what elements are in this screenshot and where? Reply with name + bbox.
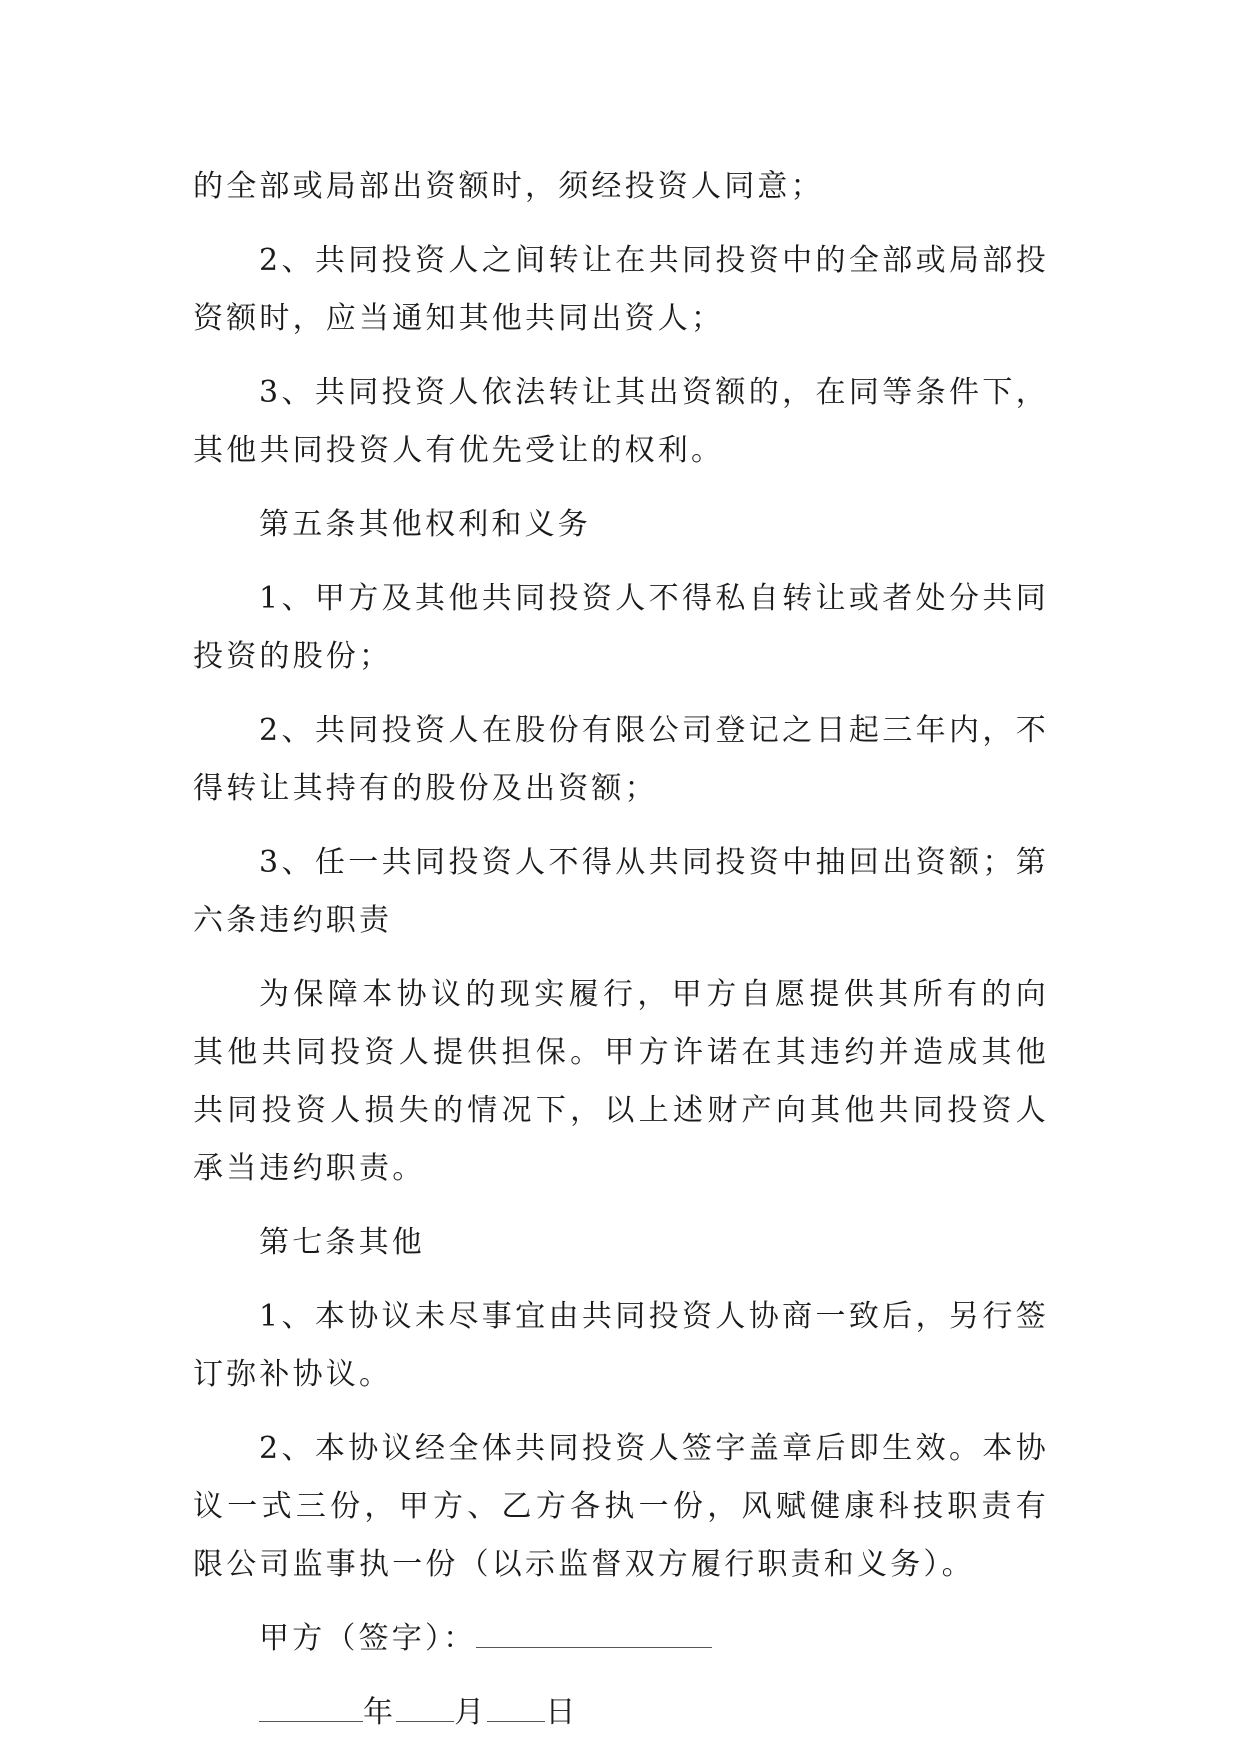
month-label: 月 (454, 1695, 488, 1730)
paragraph: 1、甲方及其他共同投资人不得私自转让或者处分共同投资的股份； (193, 581, 1049, 674)
signature-line (193, 1610, 1049, 1668)
day-blank[interactable] (487, 1685, 545, 1722)
paragraph: 2、共同投资人之间转让在共同投资中的全部或局部投资额时，应当通知其他共同出资人； (193, 243, 1049, 336)
paragraph: 的全部或局部出资额时，须经投资人同意； (193, 169, 824, 204)
month-blank[interactable] (396, 1685, 454, 1722)
section-heading: 第五条其他权利和义务 (259, 507, 591, 542)
paragraph: 1、本协议未尽事宜由共同投资人协商一致后，另行签订弥补协议。 (193, 1299, 1049, 1392)
paragraph: 2、本协议经全体共同投资人签字盖章后即生效。本协议一式三份，甲方、乙方各执一份，风赋健康科技职责有限公司监事执一份（以示监督双方履行职责和义务）。 (193, 1431, 1049, 1582)
signature-blank[interactable] (476, 1611, 712, 1648)
year-blank[interactable] (259, 1685, 363, 1722)
document-page (193, 158, 1049, 1758)
date-line (193, 1684, 1049, 1742)
paragraph: 2、共同投资人在股份有限公司登记之日起三年内，不得转让其持有的股份及出资额； (193, 713, 1049, 806)
paragraph: 为保障本协议的现实履行，甲方自愿提供其所有的向其他共同投资人提供担保。甲方许诺在其违约并造成其他共同投资人损失的情况下，以上述财产向其他共同投资人承当违约职责。 (193, 977, 1049, 1186)
day-label: 日 (545, 1695, 579, 1730)
paragraph: 3、任一共同投资人不得从共同投资中抽回出资额；第六条违约职责 (193, 845, 1049, 938)
year-label: 年 (363, 1695, 397, 1730)
paragraph: 3、共同投资人依法转让其出资额的，在同等条件下，其他共同投资人有优先受让的权利。 (193, 375, 1049, 468)
signature-label: 甲方（签字）： (259, 1621, 477, 1656)
section-heading: 第七条其他 (259, 1225, 425, 1260)
